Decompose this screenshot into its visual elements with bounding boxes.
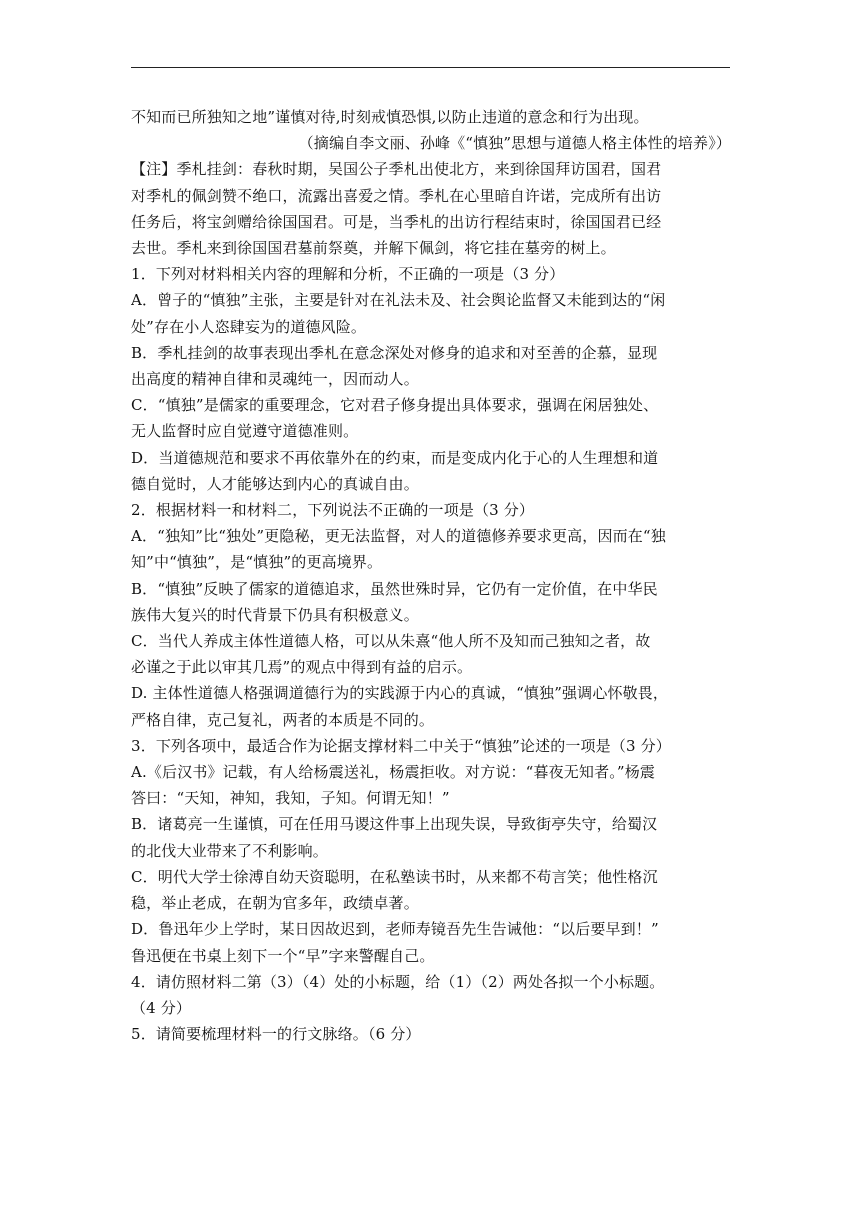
question-3-stem: 3．下列各项中，最适合作为论据支撑材料二中关于“慎独”论述的一项是（3 分） [131,736,671,755]
document-body [131,104,731,1047]
question-1-option-c: 无人监督时应自觉遵守道德准则。 [131,422,359,441]
question-3-option-d: D．鲁迅年少上学时，某日因故迟到，老师寿镜吾先生告诫他：“以后要早到！” [131,920,659,939]
question-3-option-c: 稳，举止老成，在朝为官多年，政绩卓著。 [131,894,419,913]
question-1-option-d: D．当道德规范和要求不再依靠外在的约束，而是变成内化于心的人生理想和道 [131,448,659,467]
question-2-option-a: 知”中“慎独”，是“慎独”的更高境界。 [131,553,383,572]
question-2-option-b: 族伟大复兴的时代背景下仍具有积极意义。 [131,605,419,624]
question-3-option-d: 鲁迅便在书桌上刻下一个“早”字来警醒自己。 [131,946,435,965]
question-3-option-c: C．明代大学士徐溥自幼天资聪明，在私塾读书时，从来都不苟言笑；他性格沉 [131,867,658,886]
question-2-stem: 2．根据材料一和材料二，下列说法不正确的一项是（3 分） [131,501,535,520]
text-line: 不知而已所独知之地”谨慎对待,时刻戒慎恐惧,以防止违道的意念和行为出现。 [131,108,649,126]
question-2-option-a: A．“独知”比“独处”更隐秘，更无法监督，对人的道德修养要求更高，因而在“独 [131,527,666,546]
question-2-option-d: 严格自律，克己复礼，两者的本质是不同的。 [131,710,435,729]
question-1-option-a: A．曾子的“慎独”主张，主要是针对在礼法未及、社会舆论监督又未能到达的“闲 [131,291,666,310]
question-1-option-b: B．季札挂剑的故事表现出季札在意念深处对修身的追求和对至善的企慕，显现 [131,343,658,362]
question-1-stem: 1．下列对材料相关内容的理解和分析，不正确的一项是（3 分） [131,265,565,284]
question-1-option-d: 德自觉时，人才能够达到内心的真诚自由。 [131,474,419,493]
question-2-option-c: C．当代人养成主体性道德人格，可以从朱熹“他人所不及知而己独知之者，故 [131,632,651,651]
question-2-option-c: 必谨之于此以审其几焉”的观点中得到有益的启示。 [131,658,473,677]
question-3-option-b: B．诸葛亮一生谨慎，可在任用马谡这件事上出现失误，导致街亭失守，给蜀汉 [131,815,658,834]
header-rule [131,67,730,68]
question-2-option-d: D. 主体性道德人格强调道德行为的实践源于内心的真诚，“慎独”强调心怀敬畏， [131,684,669,703]
question-1-option-c: C．“慎独”是儒家的重要理念，它对君子修身提出具体要求，强调在闲居独处、 [131,396,659,415]
note-line: 对季札的佩剑赞不绝口，流露出喜爱之情。季札在心里暗自许诺，完成所有出访 [131,186,662,205]
question-2-option-b: B．“慎独”反映了儒家的道德追求，虽然世殊时异，它仍有一定价值，在中华民 [131,579,658,598]
question-5-stem: 5．请简要梳理材料一的行文脉络。（6 分） [131,1025,421,1044]
question-4-stem: 4．请仿照材料二第（3）（4）处的小标题，给（1）（2）两处各拟一个小标题。 [131,972,665,991]
question-1-option-a: 处”存在小人恣肆妄为的道德风险。 [131,317,367,336]
source-citation: （摘编自李文丽、孙峰《“慎独”思想与道德人格主体性的培养》） [298,134,731,153]
question-3-option-a: A.《后汉书》记载，有人给杨震送礼，杨震拒收。对方说：“暮夜无知者。”杨震 [131,763,655,782]
question-4-stem: （4 分） [131,998,192,1017]
question-1-option-b: 出高度的精神自律和灵魂纯一，因而动人。 [131,370,419,389]
question-3-option-b: 的北伐大业带来了不利影响。 [131,841,328,860]
question-3-option-a: 答曰：“天知，神知，我知，子知。何谓无知！” [131,789,450,808]
note-line: 任务后，将宝剑赠给徐国国君。可是，当季札的出访行程结束时，徐国国君已经 [131,212,662,231]
note-line: 【注】季札挂剑：春秋时期，吴国公子季札出使北方，来到徐国拜访国君，国君 [131,160,662,179]
note-line: 去世。季札来到徐国国君墓前祭奠，并解下佩剑，将它挂在墓旁的树上。 [131,239,616,258]
